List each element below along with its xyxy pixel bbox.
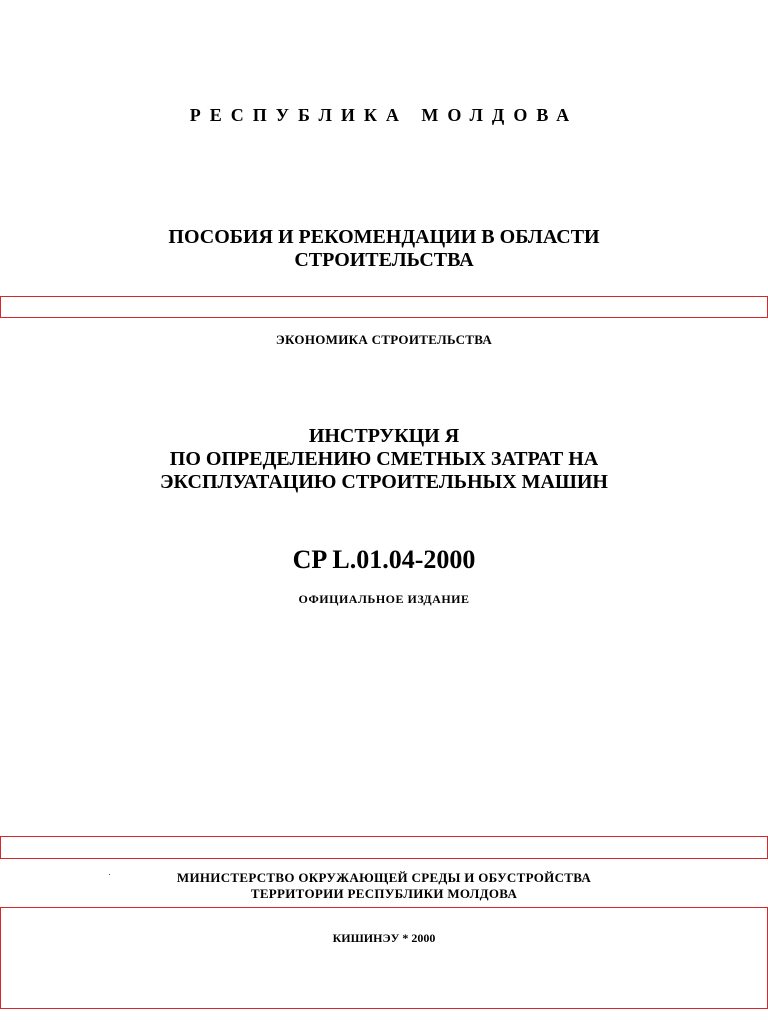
- ministry-line-2: ТЕРРИТОРИИ РЕСПУБЛИКИ МОЛДОВА: [250, 886, 518, 901]
- city-year: КИШИНЭУ * 2000: [332, 931, 436, 945]
- document-title: [0, 425, 768, 494]
- series-title-line-2: СТРОИТЕЛЬСТВА: [294, 249, 474, 271]
- document-title-line-3: ЭКСПЛУАТАЦИЮ СТРОИТЕЛЬНЫХ МАШИН: [159, 471, 608, 493]
- edition-label: ОФИЦИАЛЬНОЕ ИЗДАНИЕ: [298, 592, 470, 606]
- document-code: CP L.01.04-2000: [292, 545, 476, 574]
- red-frame-middle: [0, 836, 768, 859]
- ministry-name: [0, 870, 768, 902]
- country-heading: РЕСПУБЛИКА МОЛДОВА: [189, 105, 579, 125]
- ministry-line-1: МИНИСТЕРСТВО ОКРУЖАЮЩЕЙ СРЕДЫ И ОБУСТРОЙСТВА: [176, 870, 592, 885]
- red-frame-bottom: [0, 907, 768, 1009]
- series-title-line-1: ПОСОБИЯ И РЕКОМЕНДАЦИИ В ОБЛАСТИ: [168, 226, 600, 248]
- document-title-line-2: ПО ОПРЕДЕЛЕНИЮ СМЕТНЫХ ЗАТРАТ НА: [169, 448, 599, 470]
- red-frame-top: [0, 296, 768, 318]
- series-title: [0, 226, 768, 272]
- document-title-line-1: ИНСТРУКЦИ Я: [308, 425, 460, 447]
- section-label: ЭКОНОМИКА СТРОИТЕЛЬСТВА: [275, 332, 493, 347]
